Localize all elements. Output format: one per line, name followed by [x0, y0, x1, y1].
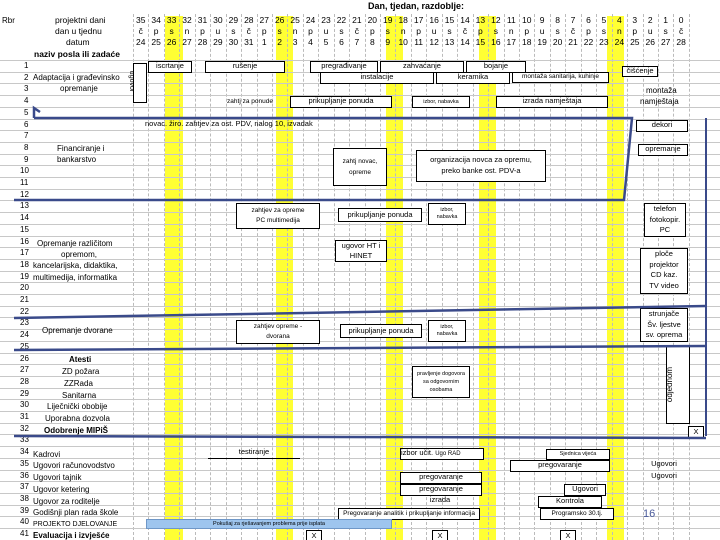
row-number: 3 — [24, 84, 29, 94]
weekday: č — [354, 26, 359, 36]
row-number: 31 — [20, 412, 29, 421]
row-number: 5 — [24, 107, 29, 117]
row-number: 12 — [20, 189, 29, 199]
bar-dekori: dekori — [636, 120, 688, 132]
projektor-line: projektor — [649, 259, 679, 269]
header-label-projektni: projektni dani — [55, 15, 106, 25]
day-number: 21 — [352, 15, 362, 25]
date: 28 — [676, 37, 686, 47]
dogovor-line2: sa odgovornim — [422, 379, 460, 385]
task-opremanje-3: kancelarijska, didaktika, — [33, 261, 118, 270]
weekday: u — [215, 26, 221, 36]
weekday: č — [678, 26, 684, 36]
day-number: 22 — [336, 15, 347, 25]
zahtjev-novac-line2: opreme — [348, 169, 372, 176]
bar-ciscenje: čišćenje — [622, 66, 658, 77]
bar-izrada: izrada — [429, 496, 451, 504]
task-zd-pozara: ZD požara — [62, 367, 100, 376]
bar-pregovaranje-analitik: Pregovaranje analitik i prikupljanje informacija — [338, 508, 480, 520]
weekday: s — [231, 26, 236, 36]
task-opremanje: Opremanje različitom — [37, 239, 113, 248]
weekday: č — [570, 26, 576, 36]
task-godisnji-plan: Godišnji plan rada škole — [33, 508, 119, 517]
bar-iscrtavanje: iscrtanje — [148, 61, 192, 73]
header-label-datum: datum — [66, 37, 90, 47]
izbor3-line1: izbor, — [440, 324, 454, 330]
row-number: 35 — [20, 458, 29, 468]
day-number: 8 — [555, 15, 560, 25]
weekday: p — [369, 26, 375, 36]
weekday: p — [632, 26, 638, 36]
day-number: 35 — [135, 15, 146, 25]
row-number: 38 — [20, 493, 29, 503]
date: 8 — [369, 37, 375, 47]
day-number: 12 — [491, 15, 501, 25]
row-number: 22 — [20, 306, 29, 316]
zahtjev-opreme-line2: PC multimedija — [256, 217, 300, 224]
task-odobrenje: Odobrenje MIPiŠ — [44, 426, 109, 435]
task-zz-rada: ZZRada — [64, 379, 93, 388]
date: 7 — [354, 37, 360, 47]
accent-line-5 — [14, 436, 706, 438]
date: 24 — [135, 37, 146, 47]
sv-ljestve-line: Šv. ljestve — [647, 319, 681, 329]
weekday: p — [200, 26, 205, 36]
bar-keramika: keramika — [436, 72, 510, 84]
label-odjednom: odjednom — [665, 366, 675, 403]
organizacija-line2: preko banke ost. PDV-a — [441, 166, 521, 175]
date: 3 — [292, 37, 298, 47]
zahtjev-opreme-line1: zahtjev za opreme — [251, 207, 305, 214]
row-number: 13 — [20, 201, 29, 211]
date: 22 — [583, 37, 594, 47]
date: 28 — [197, 37, 208, 47]
day-number: 1 — [663, 15, 669, 25]
date: 16 — [491, 37, 501, 47]
day-number: 30 — [213, 15, 223, 25]
bar-opremanje: opremanje — [638, 144, 688, 156]
day-number: 20 — [367, 15, 378, 25]
sv-oprema-line: sv. oprema — [645, 330, 683, 339]
bar-zahvati: zahvaćanje — [380, 61, 464, 73]
task-ugovor-ketering: Ugovor ketering — [33, 485, 90, 494]
row-number: 29 — [20, 388, 29, 398]
weekday: n — [616, 26, 622, 36]
ugovor-label: ugovor — [128, 70, 136, 93]
bar-pregradivanje: pregrađivanje — [310, 61, 378, 73]
task-financiranje: Financiranje i — [57, 144, 105, 153]
day-number: 33 — [166, 15, 177, 25]
accent-line-4 — [14, 346, 706, 350]
box-x-3: X — [560, 530, 576, 540]
day-number: 18 — [398, 15, 408, 25]
task-opremanje-4: multimedija, informatika — [33, 273, 118, 282]
day-number: 14 — [460, 15, 470, 25]
zahtjev3-line2: dvorana — [266, 332, 290, 340]
date: 27 — [182, 37, 192, 47]
row-number: 40 — [20, 517, 29, 527]
organizacija-line1: organizacija novca za opremu, — [430, 155, 532, 164]
date: 1 — [261, 37, 267, 47]
date: 21 — [568, 37, 578, 47]
tv-video-line: TV video — [649, 281, 679, 291]
weekday: n — [508, 26, 514, 36]
day-number: 10 — [521, 15, 532, 25]
header-label-dan: dan u tjednu — [55, 26, 102, 36]
date: 30 — [228, 37, 239, 47]
date: 27 — [660, 37, 671, 47]
accent-line-2 — [34, 108, 40, 118]
weekday: n — [184, 26, 190, 36]
bar-kontrola: Kontrola — [538, 496, 602, 508]
pc-line: PC — [659, 225, 671, 234]
task-uporabna: Uporabna dozvola — [45, 414, 110, 423]
row-number: 25 — [20, 341, 29, 351]
bar-ugovori-2: Ugovori — [651, 472, 677, 480]
row-number: 20 — [20, 283, 29, 293]
row-number: 33 — [20, 435, 29, 445]
weekday: u — [431, 26, 437, 36]
row-number: 36 — [20, 470, 29, 480]
bar-prikupljanje-ponuda-3: prikupljanje ponuda — [340, 324, 422, 338]
weekday: s — [169, 26, 174, 36]
row-number: 24 — [20, 330, 29, 340]
weekday: p — [478, 26, 483, 36]
task-opremanje-2: opremom, — [61, 250, 98, 259]
date: 26 — [166, 37, 177, 47]
row-number: 7 — [24, 131, 29, 141]
row-number: 4 — [24, 96, 29, 106]
date: 2 — [277, 37, 283, 47]
task-evaluacija: Evaluacija i izvješće — [33, 531, 110, 540]
weekday: s — [339, 26, 344, 36]
weekday: s — [601, 26, 607, 36]
day-number: 6 — [586, 15, 591, 25]
telefon-line: telefon — [653, 204, 677, 213]
day-number: 28 — [244, 15, 254, 25]
day-number: 34 — [151, 15, 161, 25]
dogovor-line3: osobama — [429, 387, 453, 393]
weekday: s — [385, 26, 390, 36]
task-ugovori-racunovodstvo: Ugovori računovodstvo — [33, 461, 115, 470]
task-sanitarna: Sanitarna — [62, 391, 97, 400]
task-projekto-djelovanje: PROJEKTO DJELOVANJE — [33, 521, 118, 528]
weekday: u — [323, 26, 329, 36]
row-number: 23 — [20, 318, 29, 328]
row-number: 6 — [24, 119, 29, 129]
weekday: s — [663, 26, 668, 36]
weekday: s — [447, 26, 452, 36]
date: 17 — [506, 37, 516, 47]
day-number: 25 — [290, 15, 300, 25]
date: 19 — [537, 37, 547, 47]
day-number: 0 — [678, 15, 684, 25]
row-number: 15 — [20, 224, 29, 234]
bar-blue: Pokušaj za rješavanjem problema prije isplata — [146, 519, 392, 529]
row-number: 37 — [20, 482, 29, 492]
day-number: 26 — [274, 15, 285, 25]
cd-kaz-line: CD kaz. — [650, 270, 678, 280]
row-number: 16 — [20, 236, 29, 246]
date: 25 — [151, 37, 161, 47]
date: 4 — [308, 37, 313, 47]
day-number: 29 — [228, 15, 239, 25]
day-number: 32 — [182, 15, 192, 25]
row-number: 11 — [20, 178, 29, 187]
bar-zahtjev-ponude: zahtj za ponude — [227, 98, 273, 105]
day-number: 27 — [259, 15, 269, 25]
row-number: 32 — [20, 423, 29, 433]
bar-pregovaranje-2: pregovaranje — [400, 472, 482, 484]
date: 31 — [244, 37, 254, 47]
weekday: n — [292, 26, 298, 36]
date: 5 — [323, 37, 329, 47]
accent-line-1 — [14, 118, 632, 200]
label-montaza-2: namještaja — [640, 97, 679, 106]
bar-pregovaranje-1: pregovaranje — [510, 460, 610, 472]
date: 25 — [630, 37, 640, 47]
task-financiranje-2: bankarstvo — [57, 155, 97, 164]
weekday: s — [493, 26, 498, 36]
row-number: 17 — [20, 248, 29, 258]
row-number: 18 — [20, 259, 29, 269]
bar-pregovaranje-3: pregovaranje — [400, 484, 482, 496]
date: 13 — [444, 37, 455, 47]
accent-line-3 — [14, 306, 706, 318]
weekday: s — [277, 26, 282, 36]
bar-rusenje: rušenje — [205, 61, 285, 73]
izbor3-line2: nabavka — [436, 330, 458, 337]
row-number: 26 — [20, 353, 29, 363]
bar-novac-ziro: novac. žiro. zahtjev za ost. PDV, nalog 10, izvadak — [145, 120, 313, 128]
day-number: 5 — [601, 15, 607, 25]
bar-sjednice: Sjednica vijeća — [546, 449, 610, 460]
bar-ugovori-1: Ugovori — [651, 460, 677, 468]
row-number: 34 — [20, 447, 29, 457]
box-x-odobrenje: X — [688, 426, 704, 438]
date: 23 — [599, 37, 609, 47]
task-adaptacija-2: opremanje — [60, 84, 98, 93]
row-number: 19 — [20, 271, 29, 281]
day-number: 17 — [413, 15, 424, 25]
date: 14 — [460, 37, 470, 47]
day-number: 11 — [506, 15, 516, 25]
day-number: 31 — [197, 15, 208, 25]
task-opremanje-dvorane: Opremanje dvorane — [42, 326, 113, 335]
task-ugovori-tajnik: Ugovori tajnik — [33, 473, 82, 482]
row-number: 30 — [20, 400, 29, 410]
day-number: 7 — [570, 15, 576, 25]
bar-programsko: Programsko 30.tj. — [540, 508, 614, 520]
weekday: p — [586, 26, 591, 36]
weekday: s — [555, 26, 560, 36]
weekday: č — [462, 26, 468, 36]
task-kadrovi: Kadrovi — [33, 450, 61, 459]
section-title: naziv posla ili zadaće — [34, 49, 120, 59]
bar-prikupljanje-ponuda-2: prikupljanje ponuda — [338, 208, 422, 222]
day-number: 9 — [539, 15, 545, 25]
izbor2-line2: nabavka — [436, 213, 458, 220]
zahtjev-novac-line1: zahtj novac, — [342, 158, 378, 165]
ploce-line: ploče — [655, 249, 673, 258]
row-number: 10 — [20, 166, 29, 176]
ugovor-ht-line1: ugovor HT i — [341, 241, 381, 250]
day-number: 16 — [429, 15, 439, 25]
task-ljecnicki: Liječnički obobije — [47, 402, 108, 411]
day-number: 23 — [321, 15, 331, 25]
bar-testiranje: testiranje — [208, 448, 300, 459]
date: 9 — [385, 37, 391, 47]
day-number: 19 — [383, 15, 393, 25]
task-atesti: Atesti — [69, 355, 92, 364]
row-number: 9 — [24, 154, 29, 164]
date: 29 — [213, 37, 223, 47]
row-number: 39 — [20, 505, 29, 515]
day-number: 15 — [444, 15, 455, 25]
weekday: p — [153, 26, 159, 36]
task-ugovor-roditelje: Ugovor za roditelje — [33, 497, 100, 506]
weekday: p — [308, 26, 313, 36]
weekday: č — [138, 26, 143, 36]
date: 11 — [414, 37, 424, 47]
izbor2-line1: izbor, — [440, 207, 454, 213]
dogovor-line1: pravljenje dogovora — [416, 371, 465, 377]
weekday: č — [246, 26, 251, 36]
weekday: u — [647, 26, 653, 36]
label-montaza: montaža — [646, 86, 677, 95]
task-adaptacija: Adaptacija i građevinsko — [33, 73, 120, 82]
bar-izbor-nabavka: izbor, nabavka — [412, 96, 470, 108]
weekday: u — [539, 26, 545, 36]
row-number: 21 — [20, 295, 29, 304]
izbor-ucit-text: izbor učit. — [401, 448, 434, 457]
row-number: 28 — [20, 376, 29, 386]
row-number: 1 — [24, 61, 29, 70]
rbr-label: Rbr — [2, 16, 15, 25]
fotokopir-line: fotokopir. — [649, 214, 681, 224]
row-number: 41 — [20, 529, 29, 538]
box-x-2: X — [432, 530, 448, 540]
strunjace-line: strunjače — [648, 309, 680, 318]
date: 24 — [614, 37, 625, 47]
bar-izrada-namjestaja: izrada namještaja — [496, 96, 608, 108]
bar-ugovori-3: Ugovori — [564, 484, 606, 496]
row-number: 8 — [24, 142, 29, 152]
ugovor-ht-line2: HINET — [349, 250, 373, 260]
date: 15 — [475, 37, 486, 47]
weekday: p — [524, 26, 530, 36]
weekday: p — [416, 26, 421, 36]
row-number: 14 — [20, 213, 29, 223]
bar-prikupljanje-ponuda: prikupljanje ponuda — [290, 96, 392, 108]
row-number: 2 — [24, 72, 29, 82]
date: 18 — [521, 37, 532, 47]
ugo-rad-text: Ugo RAD — [435, 451, 461, 457]
date: 26 — [645, 37, 655, 47]
page-number: 16 — [643, 508, 656, 520]
date: 12 — [429, 37, 439, 47]
date: 6 — [339, 37, 344, 47]
day-number: 2 — [647, 15, 653, 25]
bar-montaza-sanitarija: montaža sanitarija, kuhinje — [512, 72, 609, 83]
header-title: Dan, tjedan, razdoblje: — [368, 1, 465, 11]
day-number: 24 — [305, 15, 316, 25]
day-number: 4 — [616, 15, 622, 25]
day-number: 3 — [632, 15, 638, 25]
weekday: p — [261, 26, 267, 36]
row-number: 27 — [20, 365, 29, 375]
weekday: n — [400, 26, 406, 36]
box-x-1: X — [306, 530, 322, 540]
date: 10 — [398, 37, 408, 47]
bar-instalacije: instalacije — [320, 72, 434, 84]
zahtjev3-line1: zahtjev opreme - — [253, 323, 303, 330]
day-number: 13 — [475, 15, 486, 25]
date: 20 — [552, 37, 563, 47]
bar-bojanje: bojanje — [466, 61, 526, 73]
